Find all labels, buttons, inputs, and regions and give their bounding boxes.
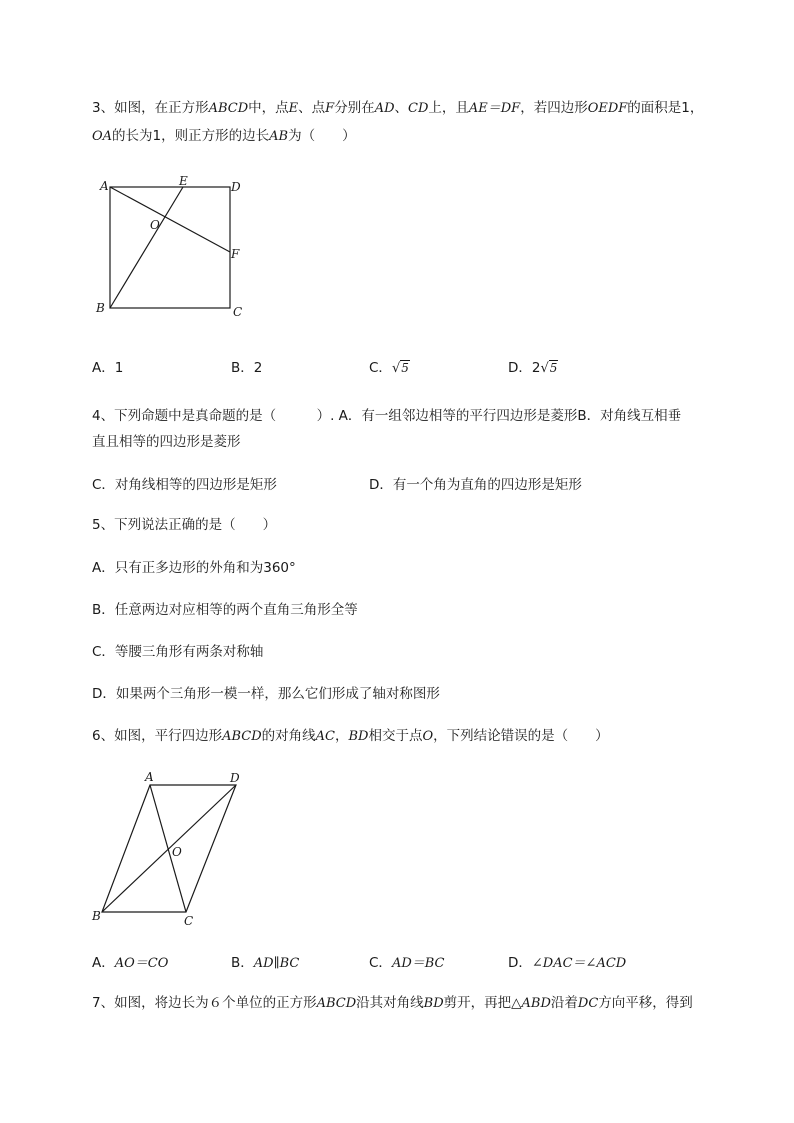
label-f: F bbox=[231, 247, 240, 261]
q4-stem-line2: 直且相等的四边形是菱形 bbox=[92, 434, 241, 450]
label-o: O bbox=[172, 845, 182, 859]
square-abcd bbox=[110, 187, 230, 308]
q6-parallelogram-figure bbox=[88, 768, 248, 933]
sqrt-symbol: √5 bbox=[540, 361, 558, 376]
q3-option-a: A．1 bbox=[92, 360, 124, 376]
q3-option-c: C．√5 bbox=[369, 358, 410, 379]
q3-option-d: D．2√5 bbox=[508, 358, 558, 379]
diagonal-bd bbox=[102, 785, 236, 912]
segment-be bbox=[110, 187, 183, 308]
q4-stem-line1: 4、下列命题中是真命题的是（ ）. A．有一组邻边相等的平行四边形是菱形B．对角线互相垂 bbox=[92, 408, 682, 424]
q3-square-figure bbox=[90, 172, 260, 322]
q5-option-d: D．如果两个三角形一模一样，那么它们形成了轴对称图形 bbox=[92, 686, 440, 702]
q6-option-c: C．AD＝BC bbox=[369, 955, 445, 971]
q4-option-d: D．有一个角为直角的四边形是矩形 bbox=[369, 477, 582, 493]
q6-option-b: B．AD∥BC bbox=[231, 955, 300, 971]
q3-stem-line2: OA的长为1，则正方形的边长AB为（ ） bbox=[92, 128, 356, 144]
label-c: C bbox=[184, 914, 194, 928]
label-d: D bbox=[230, 771, 240, 785]
q5-stem: 5、下列说法正确的是（ ） bbox=[92, 517, 277, 533]
segment-af bbox=[110, 187, 230, 252]
q4-option-c: C．对角线相等的四边形是矩形 bbox=[92, 477, 277, 493]
q3-stem-line1: 3、如图，在正方形ABCD中，点E、点F分别在AD、CD上，且AE＝DF，若四边形OEDF的面积是1， bbox=[92, 100, 704, 116]
label-b: B bbox=[92, 909, 101, 923]
label-c: C bbox=[233, 305, 243, 319]
label-a: A bbox=[145, 770, 154, 784]
label-o: O bbox=[150, 218, 160, 232]
math-abcd: ABCD bbox=[208, 101, 249, 116]
q7-stem: 7、如图，将边长为６个单位的正方形ABCD沿其对角线BD剪开，再把△ABD沿着DC方向平移，得到 bbox=[92, 995, 693, 1011]
q6-option-a: A．AO＝CO bbox=[92, 955, 169, 971]
label-d: D bbox=[231, 180, 241, 194]
label-e: E bbox=[179, 174, 188, 188]
q3-option-b: B．2 bbox=[231, 360, 263, 376]
label-b: B bbox=[96, 301, 105, 315]
q5-option-a: A．只有正多边形的外角和为360° bbox=[92, 560, 296, 576]
q5-option-b: B．任意两边对应相等的两个直角三角形全等 bbox=[92, 602, 358, 618]
q6-stem: 6、如图，平行四边形ABCD的对角线AC，BD相交于点O，下列结论错误的是（ ） bbox=[92, 728, 609, 744]
q5-option-c: C．等腰三角形有两条对称轴 bbox=[92, 644, 264, 660]
sqrt-symbol: √5 bbox=[391, 361, 409, 376]
label-a: A bbox=[100, 179, 109, 193]
q6-option-d: D．∠DAC＝∠ACD bbox=[508, 955, 627, 971]
